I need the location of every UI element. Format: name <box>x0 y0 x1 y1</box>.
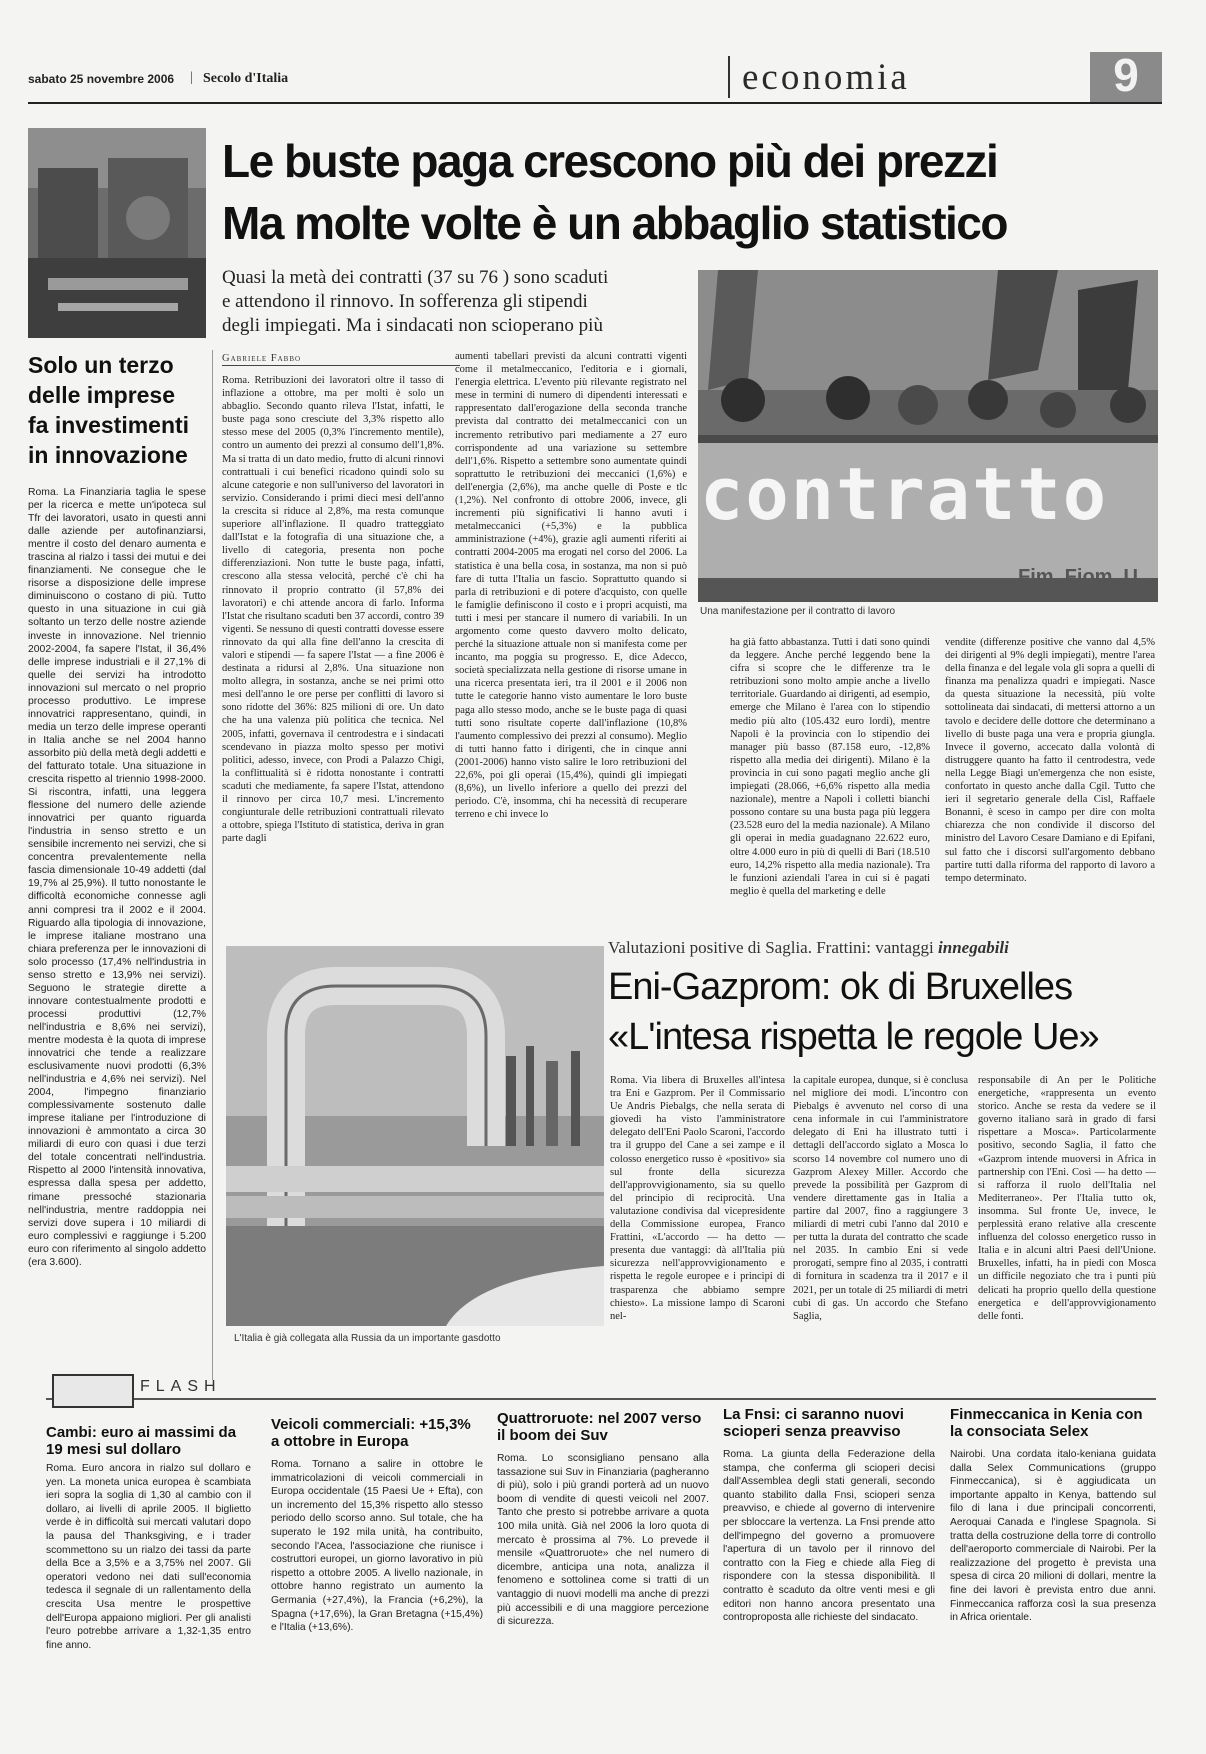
flash-item-title: Veicoli commerciali: +15,3% a ottobre in Europa <box>271 1416 471 1450</box>
flash-item-body: Roma. Euro ancora in rialzo sul dollaro e yen. La moneta unica europea è scambiata ieri sopra la soglia di 1,30 al cambio con il dollaro, ai livelli di aprile 2005. Il biglietto verde è in difficoltà sui mercati valutari dopo la pausa del Thanksgiving, e i trader scommettono su un rialzo dei tassi da parte della Bce a 3,5% e a 3,75% nel 2007. Gli operatori vedono nei dati sull'economia tedesca il segnale di un rallentamento della crescita Usa mentre le prospettive dell'Europa appaiono migliori. Per gli analisti l'euro potrebbe arrivare a 1,32-1,35 entro fine anno. <box>46 1463 251 1651</box>
main-deck-line3: degli impiegati. Ma i sindacati non scioperano più <box>222 315 603 336</box>
main-deck-line1: Quasi la metà dei contratti (37 su 76 ) sono scaduti <box>222 267 609 288</box>
banner-subtext: Fim, Fiom, U <box>1018 566 1138 588</box>
byline-rule <box>222 365 460 366</box>
main-article-col3: ha già fatto abbastanza. Tutti i dati sono quindi da leggere. Anche perché leggendo bene la cifra si scopre che le differenze tra le retribuzioni sono molto ampie anche a livello territoriale. Guardando ai dirigenti, ad esempio, emerge che Milano è l'area con lo stipendio medio più alto (105.432 euro lordi), mentre Napoli è la provincia con lo stipendio dei manager più basso (87.158 euro, -12,8% rispetto alla media dei dirigenti). Milano è la provincia in cui sono pagati meglio anche gli impiegati (28.066, +6,6% rispetto alla media nazionale), mentre a Napoli i colletti bianchi possono contare su una busta paga più leggera (23.528 euro del la media nazionale). A Milano gli operai in media guadagnano 22.622 euro, oltre 4.000 euro in più di quelli di Bari (18.510 euro, 14,2% rispetto alla media nazionale). Tra le funzioni aziendali l'area in cui si è pagati meglio è quella del marketing e delle <box>730 637 930 897</box>
header-date: sabato 25 novembre 2006 <box>28 72 175 86</box>
flash-item-body: Roma. Lo sconsigliano pensano alla tassazione sui Suv in Finanziaria (pagheranno di più), solo i più grandi porterà ad un nuovo boom di vendite di questi veicoli nel 2007. Tanto che presto si potrebbe arrivare a quota 100 mila unità. Già nel 2006 la loro quota di mercato è prossima al 7%. Lo prevede il mensile «Quattroruote» che nel numero di dicembre, anticipa una nota, analizza il fenomeno e sottolinea come si tratti di un vantaggio di nuovi modelli ma anche di prezzi più accessibili e di una maggiore percezione di sicurezza. <box>497 1453 709 1628</box>
main-article-col1: Roma. Retribuzioni dei lavoratori oltre il tasso di inflazione a ottobre, ma per molti è solo un abbaglio. Secondo quanto rileva l'Istat, infatti, le buste paga sono cresciute del 3,3% rispetto allo stesso mese del 2005 (0,3% l'incremento mentile), contro un aumento dei prezzi al consumo dell'1,8%. Ma si tratta di un dato medio, frutto di alcuni rinnovi contrattuali i cui benefici ricadono quindi solo su alcune categorie e non sull'universo del lavoratori in servizio. Considerando i primi dieci mesi dell'anno la crescita si riduce al 2,8%, ma resta comunque superiore all'inflazione. Il quadro tratteggiato dall'Istat e la fotografia di una situazione che, a livello di categoria, presenta non poche differenziazioni. Non tutte le buste paga, infatti, crescono alla stessa velocità, perché c'è chi ha rinnovato il proprio contratto (il 57,8% dei lavoratori) e chi attende ancora di farlo. Informa l'Istat che risultano scaduti ben 37 accordi, contro 39 vigenti. Se nessuno di questi contratti dovesse essere rinnovato da qui alla fine dell'anno la crescita di valori e stipendi — fa sapere l'Istat — a fine 2006 è destinata a ridursi al 2,8%. Una situazione non molto allegra, in sostanza, anche se nei primi otto mesi dell'anno le ore perse per conflitti di lavoro si sono ridotte del 36%: 825 milioni di ore. Un dato che ha una valenza più politica che tecnica. Nel 2005, infatti, governava il centrodestra e i sindacati scendevano in piazza molto spesso per motivi politici, adesso, invece, con Prodi a Palazzo Chigi, la conflittualità si è ridotta nonostante i contratti scaduti che mediamente, fa sapere l'Istat, attendono il rinnovo per circa 10,7 mesi. L'incremento congiunturale delle retribuzioni contrattuali rilevato a ottobre, spiega l'Istituto di statistica, deriva in gran parte dagli <box>222 375 444 845</box>
newspaper-name: Secolo d'Italia <box>203 71 289 86</box>
flash-item-body: Roma. Tornano a salire in ottobre le immatricolazioni di veicoli commerciali in Europa occidentale (15 Paesi Ue + Efta), con un incremento del 15,3% rispetto allo stesso periodo dello scorso anno. Sul totale, che ha superato le 192 mila unità, ha contribuito, secondo l'Acea, l'associazione che riunisce i costruttori europei, un giorno lavorativo in più rispetto a ottobre 2005. A livello nazionale, in ottobre hanno registrato un aumento la Germania (+27,4%), la Francia (+6,2%), la Spagna (+17,6%), la Gran Bretagna (+15,4%) e l'Italia (+13,6%). <box>271 1459 483 1634</box>
main-byline: Gabriele Fabbo <box>222 353 302 364</box>
section-title: economia <box>742 57 910 98</box>
eni-article-col3: responsabile di An per le Politiche energetiche, «rappresenta un evento storico. Anche se resta da vedere se il governo italiano sarà in grado di farsi rispettare a Mosca». Particolarmente positivo, secondo Saglia, il fatto che «Gazprom intende muoversi in Africa in partnership con l'Eni. Così — ha detto — si rafforza il ruolo dell'Italia nel Mediterraneo». Per l'Italia tutto ok, insomma. Sul fronte Ue, invece, le perplessità erano relative alla crescente influenza del colosso energetico russo in Italia e in alcuni altri Paesi dell'Unione. Bruxelles, infatti, ha in piedi con Mosca un difficile negoziato che tra i punti più delicati ha proprio quello della questione energetica e dell'approvvigionamento delle fonti. <box>978 1075 1156 1322</box>
flash-item-title: Quattroruote: nel 2007 verso il boom dei Suv <box>497 1410 702 1444</box>
eni-kicker-emphasis: innegabili <box>938 938 1009 957</box>
sidebar-body: Roma. La Finanziaria taglia le spese per la ricerca e mette un'ipoteca sul Tfr dei lavoratori, usato in questi anni dalle aziende per autofinanziarsi, mentre il costo del denaro aumenta e trascina al rialzo i tassi dei mutui e dei finanziamenti. Ne consegue che le risorse a disposizione delle imprese diminuiscono o costano di più. Tutto questo in una situazione in cui già soltanto un terzo delle nostre aziende investe in innovazione. Nel triennio 2002-2004, fa sapere l'Istat, il 36,4% delle imprese industriali e il 27,1% di quelle dei servizi ha introdotto innovazioni sul mercato o nel proprio processo produttivo. Le imprese innovatrici rappresentano, quindi, in media un terzo delle imprese operanti in Italia anche se nel 2004 hanno assorbito più della metà degli addetti e del fatturato totale. Una situazione in crescita rispetto al triennio 1998-2000. Si riscontra, infatti, una leggera flessione del numero delle aziende innovatrici per quanto riguarda l'industria in senso stretto e un sensibile incremento nei servizi, che si concentra prevalentemente nella fascia dimensionale 10-49 addetti (dal 19,7% al 25,9%). Il tutto nonostante le difficoltà economiche connesse agli anni compresi tra il 2002 e il 2004. Riguardo alla tipologia di innovazione, le imprese italiane mostrano una chiara preferenza per le innovazioni di solo processo (17,4% nell'industria in senso stretto e 13,9% nei servizi). Seguono le strategie dirette a innovare contestualmente prodotti e processi produttivi (12,7% nell'industria e 8,6% nei servizi), mentre modesta è la quota di imprese innovatrici che tende a realizzare esclusivamente nuovi prodotti (6,3% nell'industria e 4,6% nei servizi). Nel 2004, l'impegno finanziario complessivamente sostenuto dalle imprese italiane per l'introduzione di innovazioni è ammontato a circa 30 miliardi di euro con quasi i due terzi del totale concentrati nell'industria. Rispetto al 2000 l'intensità innovativa, espressa dalla spesa per addetto, rimane pressoché stazionaria nell'industria, mentre raddoppia nei servizi dove supera i 10 miliardi di euro complessivi e raggiunge i 5.200 euro con riferimento al singolo addetto (era 3.600). <box>28 487 206 1268</box>
sidebar-headline-line4: in innovazione <box>28 442 188 468</box>
header-vertical-rule <box>728 56 730 98</box>
header-rule <box>28 102 1162 104</box>
page-number: 9 <box>1113 49 1139 101</box>
eni-article-col2: la capitale europea, dunque, si è conclusa nel migliore dei modi. L'incontro con Piebalgs è avvenuto nel corso di una cena informale in cui l'amministratore delegato di Eni ha illustrato tutti i dettagli dell'accordo siglato a Mosca lo scorso 14 novembre col numero uno di Gazprom Alexey Miller. Accordo che prevede la possibilità per Gazprom di vendere direttamente gas in Italia a partire dal 2007, fino a raggiungere 3 miliardi di metri cubi l'anno dal 2010 e per tutta la durata del contratto che scade nel 2035. In cambio Eni si vede prorogati, sempre fino al 2035, i contratti di fornitura in scadenza tra il 2017 e il 2021, per un totale di 25 miliardi di metri cubi di gas. Un accordo che Stefano Saglia, <box>793 1075 968 1322</box>
main-deck-line2: e attendono il rinnovo. In sofferenza gli stipendi <box>222 291 588 312</box>
flash-top-rule <box>46 1398 1156 1400</box>
sidebar-headline-line1: Solo un terzo <box>28 352 174 378</box>
eni-photo-caption: L'Italia è già collegata alla Russia da un importante gasdotto <box>234 1333 501 1344</box>
flash-item-title: La Fnsi: ci saranno nuovi scioperi senza preavviso <box>723 1406 904 1440</box>
eni-article-col1: Roma. Via libera di Bruxelles all'intesa tra Eni e Gazprom. Per il Commissario Ue Andris Piebalgs, che nella serata di giovedì ha visto l'amministratore delegato dell'Eni Paolo Scaroni, l'accordo tra il gruppo del Cane a sei zampe e il colosso energetico russo è «positivo» sia sul fronte della sicurezza dell'approvvigionamento, sia su quello del principio di reciprocità. Una valutazione condivisa dal vicepresidente della Commissione europea, Franco Frattini, «L'accordo — ha detto — presenta due vantaggi: dà all'Italia più sicurezza nell'approvvigionamento e rispetta le regole europee e i principi di trasparenza che abbiamo sempre chiesto». La missione lampo di Scaroni nel- <box>610 1075 785 1322</box>
main-headline-line2: Ma molte volte è un abbaglio statistico <box>222 197 1007 249</box>
flash-item-body: Roma. La giunta della Federazione della stampa, che conferma gli scioperi decisi dall'Assemblea degli stati generali, secondo quanto stabilito dalla Fnsi, scioperi senza preavviso, e chiede al governo di intervenire per sbloccare la vertenza. La Fnsi prende atto dell'impegno del governo a promuovere l'apertura di un tavolo per il rinnovo del contratto con la Fieg e chiede alla Fieg di rispondere con la stessa disponibilità. Il contratto è scaduto da oltre venti mesi e gli editori non hanno ancora presentato una controproposta alle richieste del sindacato. <box>723 1449 935 1624</box>
column-divider <box>212 350 213 1380</box>
sidebar-headline-line3: fa investimenti <box>28 412 190 438</box>
main-photo-caption: Una manifestazione per il contratto di lavoro <box>700 606 896 617</box>
flash-item-body: Nairobi. Una cordata italo-keniana guidata dalla Selex Communications (gruppo Finmeccanica), si è aggiudicata un importante appalto in Kenya, battendo sul filo di lana i due principali concorrenti, Aeroquai Canada e l'inglese Spagnola. Si tratta della costruzione della torre di controllo dell'aeroporto commerciale di Nairobi. Per la realizzazione del progetto è prevista una spesa di circa 20 milioni di dollari, mentre la fine dei lavori è prevista entro due anni. Finmeccanica rafforza così la sua presenza in Africa orientale. <box>950 1449 1156 1624</box>
eni-kicker <box>608 938 1009 958</box>
flash-logo <box>52 1374 134 1408</box>
flash-item-title: Finmeccanica in Kenia con la consociata Selex <box>950 1406 1143 1440</box>
flash-item-title: Cambi: euro ai massimi da 19 mesi sul dollaro <box>46 1424 237 1458</box>
main-headline-line1: Le buste paga crescono più dei prezzi <box>222 135 998 187</box>
banner-word: contratto <box>700 452 1109 536</box>
eni-kicker-text: Valutazioni positive di Saglia. Frattini: vantaggi <box>608 938 934 957</box>
header-separator: | <box>190 70 193 85</box>
sidebar-photo <box>28 128 206 338</box>
flash-label: FLASH <box>140 1378 222 1395</box>
main-photo <box>698 270 1158 602</box>
eni-headline-line1: Eni-Gazprom: ok di Bruxelles <box>608 966 1073 1008</box>
main-article-col4: vendite (differenze positive che vanno dal 4,5% dei dirigenti al 9% degli impiegati), mentre l'area della finanza e del legale vola gli sopra a quelli di finanza ma penalizza quadri e impiegati. Nasce da questa situazione la necessità, più volte sottolineata dai sindacati, di mettersi attorno a un tavolo e decidere delle dottore che determinano a livello di buste paga una vera e propria giungla. Invece il governo, accecato dalla volontà di distruggere quanto ha fatto il centrodestra, vede nella Legge Biagi un'emergenza che non esiste, confortato in questo anche dalla Cgil. Tutto che ieri il segretario generale della Cisl, Raffaele Bonanni, è sceso in campo per dire con molta chiarezza che non condivide il discorso del ministro del Lavoro Cesare Damiano e di Epifani, sul fatto che i discorsi sull'argomento debbano partire tutti dalla riforma del rapporto di lavoro a tempo determinato. <box>945 637 1155 884</box>
sidebar-headline-line2: delle imprese <box>28 382 176 408</box>
eni-photo <box>226 946 604 1326</box>
eni-headline-line2: «L'intesa rispetta le regole Ue» <box>608 1016 1099 1058</box>
main-article-col2: aumenti tabellari previsti da alcuni contratti vigenti come il metalmeccanico, l'editoria e i giornali, l'energia elettrica. L'evento più rilevante registrato nel mese in termini di numero di dipendenti interessati e rappresentato dall'erogazione della seconda tranche prevista dal contratto dei metalmeccanici con un incremento retributivo pari mediamente a 27 euro corrispondente ad una variazione su settembre dell'1,6%. Rispetto a settembre sono aumentate quindi soprattutto le retribuzioni dei meccanici (1,6%) e dell'energia (2,6%), ma anche quelle di Poste e tlc (1,2%). Nel confronto di ottobre 2006, invece, gli incrementi più significativi li hanno avuti i metalmeccanici (+5,3%) e la pubblica amministrazione (+4%), grazie agli aumenti riferiti ai contratti 2004-2005 ma erogati nel corso del 2006. La statistica è una bella cosa, in sostanza, ma non si può fare di tutta l'Italia un fascio. Soprattutto quando si parla di retribuzioni e di potere d'acquisto, con quelle le famiglie definiscono il costo e i propri acquisti, ma tutti i mesi per stancare il numero di variabili. In un argomento come questo davvero molto delicato, perché la situazione attuale non si manifesta come per incanto, ma poggia su progresso. E, dice Adecco, società specializzata nella gestione di risorse umane in una ricerca presentata ieri, tra il 2001 e il 2006 non tutte le categorie hanno visto aumentare le loro buste paga allo stesso modo, anche se le buste paga di quasi tutti sono risultate coperte dall'inflazione (10,8% l'aumento complessivo dei prezzi al consumo). Meglio di tutti hanno fatto i dirigenti, che in cinque anni (2001-2006) hanno visto salire le loro retribuzioni del 22,6%, poi gli operai (15,4%), quindi gli impiegati (8,6%), un livello inferiore a quello dei prezzi del periodo. C'è, insomma, chi ha necessità di recuperare terreno e chi invece lo <box>455 351 687 821</box>
